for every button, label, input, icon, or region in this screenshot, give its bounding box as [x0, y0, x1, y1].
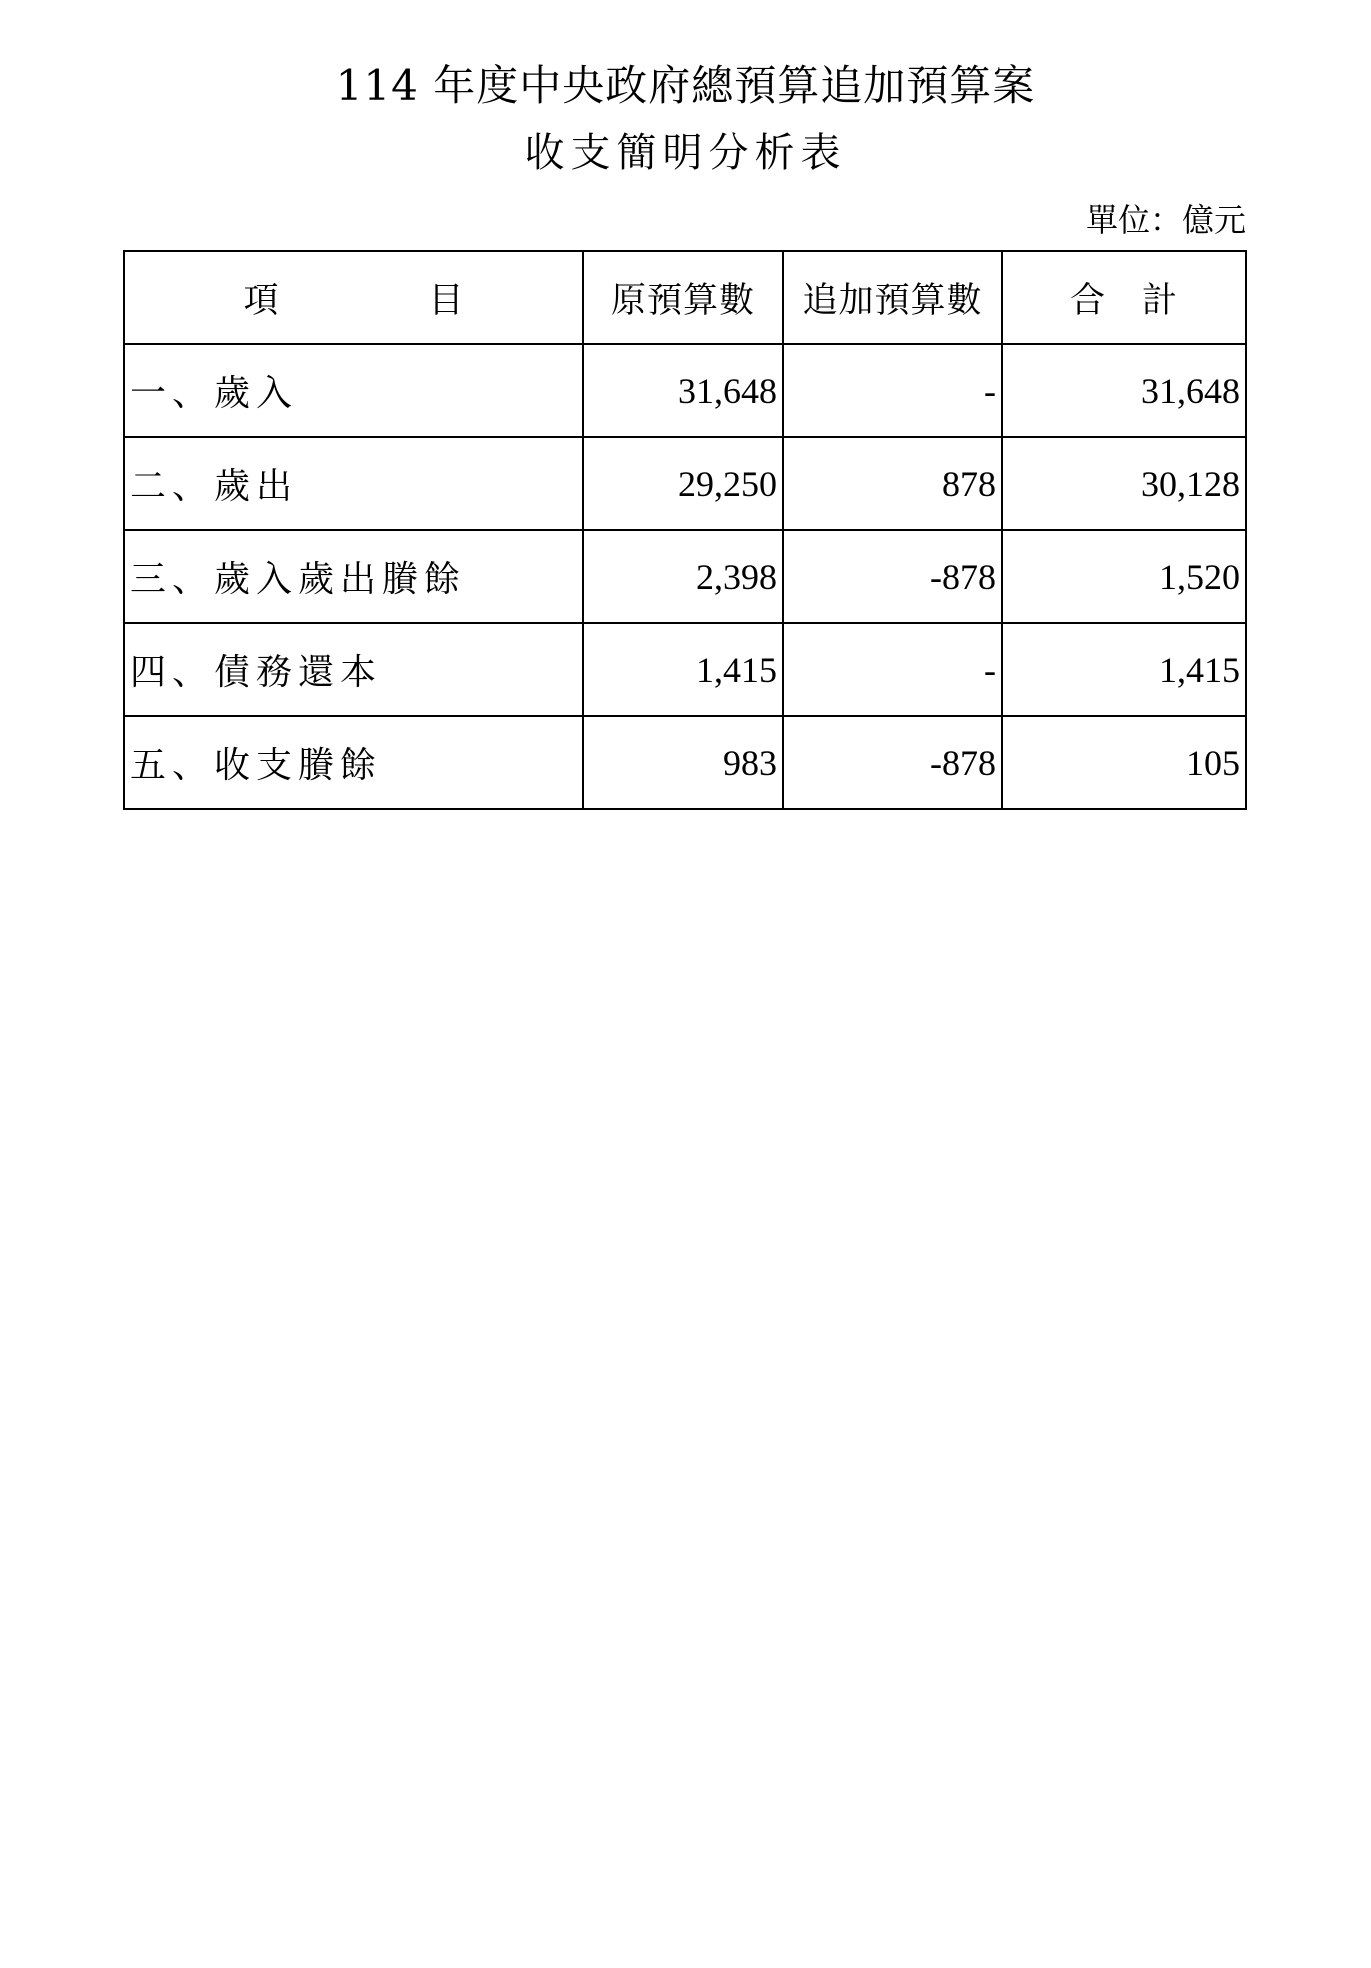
row-original-value: 29,250 — [583, 437, 783, 530]
header-original-budget: 原預算數 — [583, 251, 783, 344]
row-total-value: 1,520 — [1002, 530, 1246, 623]
row-additional-value: - — [783, 344, 1002, 437]
budget-summary-table — [123, 250, 1247, 810]
row-total-value: 30,128 — [1002, 437, 1246, 530]
table-row — [124, 530, 1246, 623]
row-additional-value: 878 — [783, 437, 1002, 530]
row-item-label: 三、歲入歲出賸餘 — [124, 530, 583, 623]
row-item-label: 二、歲出 — [124, 437, 583, 530]
header-additional-budget: 追加預算數 — [783, 251, 1002, 344]
row-total-value: 31,648 — [1002, 344, 1246, 437]
header-total-right: 計 — [1142, 280, 1179, 321]
document-title: 114 年度中央政府總預算追加預算案 — [335, 61, 1036, 110]
table-header-row — [124, 251, 1246, 344]
table-row — [124, 623, 1246, 716]
table-row — [124, 716, 1246, 809]
row-item-label: 五、收支賸餘 — [124, 716, 583, 809]
table-row — [124, 344, 1246, 437]
row-additional-value: - — [783, 623, 1002, 716]
row-item-label: 四、債務還本 — [124, 623, 583, 716]
unit-label: 單位：億元 — [1085, 201, 1246, 239]
row-original-value: 1,415 — [583, 623, 783, 716]
row-total-value: 105 — [1002, 716, 1246, 809]
header-item-left: 項 — [243, 280, 279, 321]
header-total-left: 合 — [1069, 280, 1106, 321]
row-item-label: 一、歲入 — [124, 344, 583, 437]
row-additional-value: -878 — [783, 530, 1002, 623]
row-original-value: 31,648 — [583, 344, 783, 437]
header-item — [124, 251, 583, 344]
header-item-right: 目 — [428, 280, 464, 321]
header-total — [1002, 251, 1246, 344]
row-original-value: 2,398 — [583, 530, 783, 623]
table-row — [124, 437, 1246, 530]
row-total-value: 1,415 — [1002, 623, 1246, 716]
document-subtitle: 收支簡明分析表 — [524, 130, 847, 176]
row-original-value: 983 — [583, 716, 783, 809]
row-additional-value: -878 — [783, 716, 1002, 809]
